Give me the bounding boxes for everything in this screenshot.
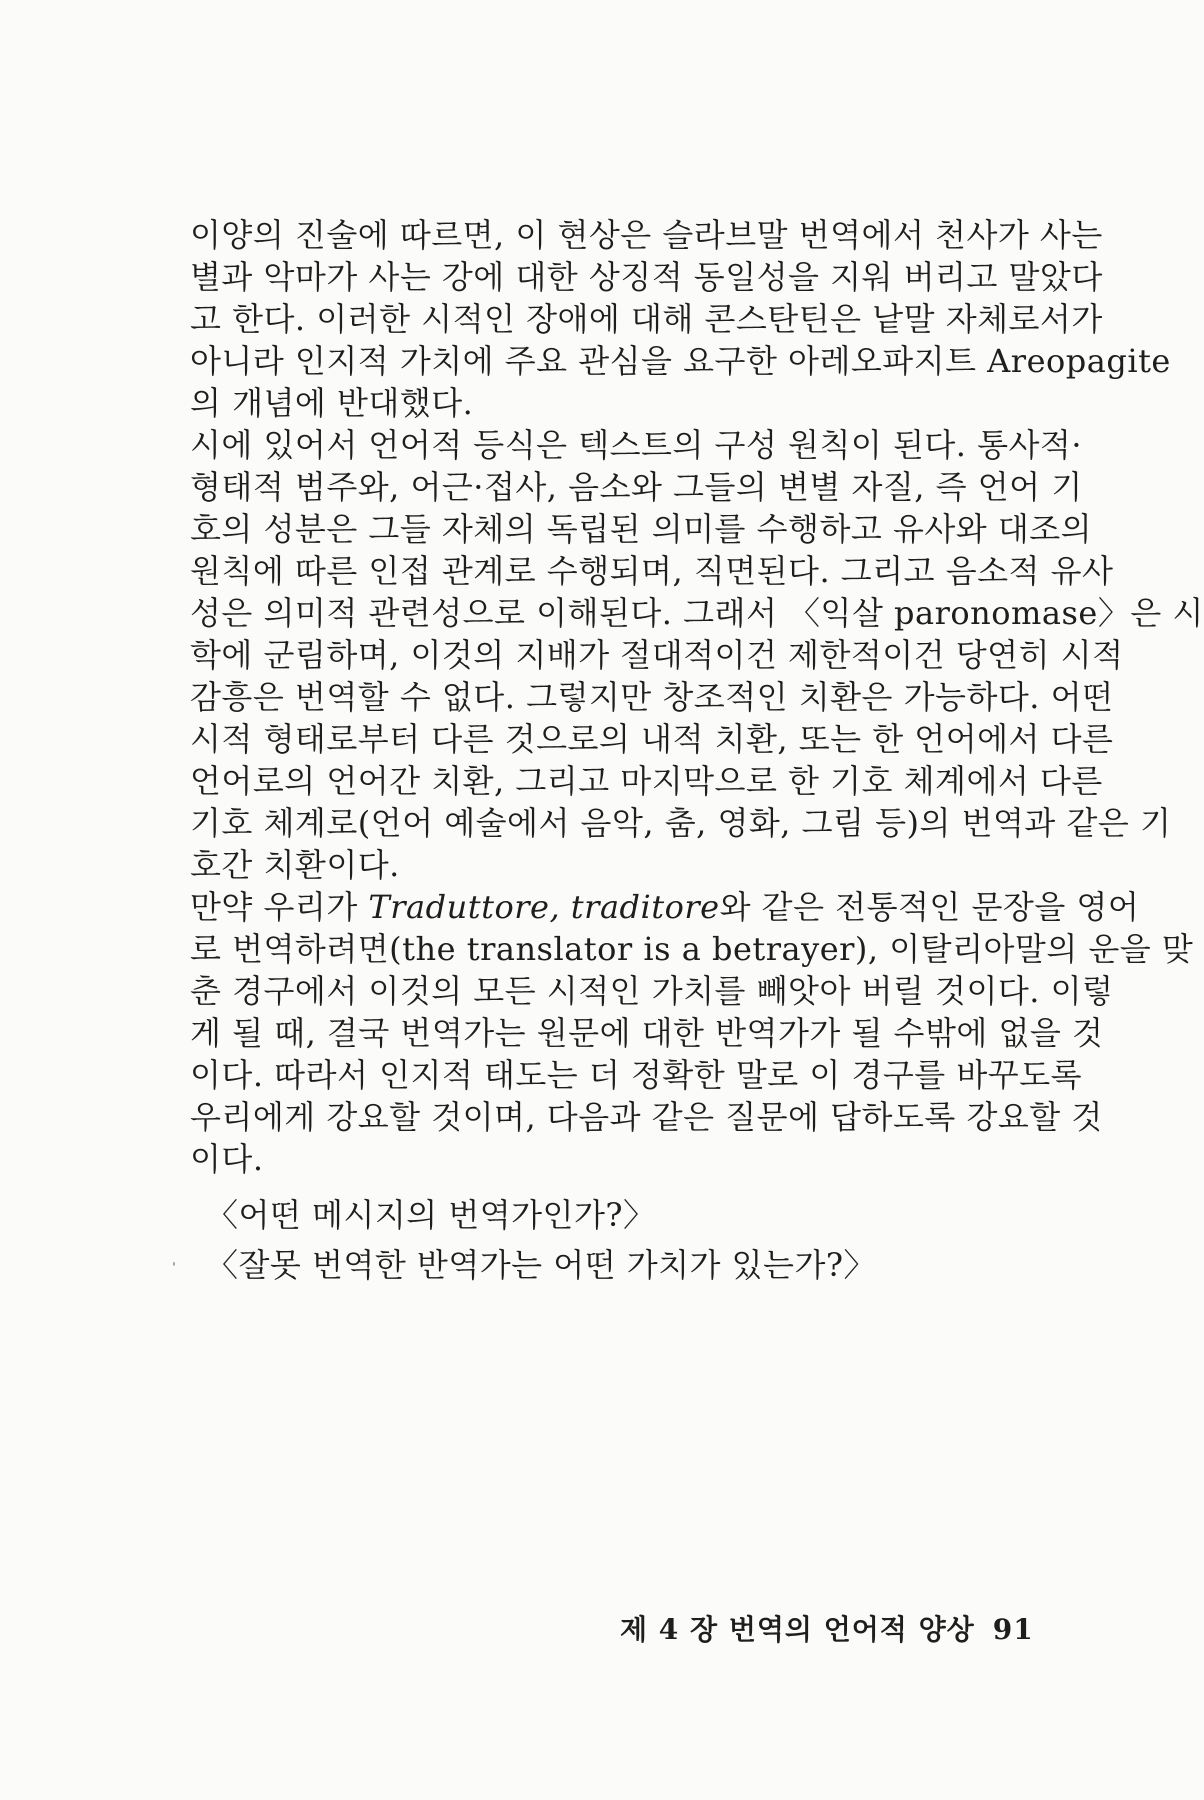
text-line-1: 이양의 진술에 따르면, 이 현상은 슬라브말 번역에서 천사가 사는 (190, 216, 1103, 254)
page-number: 91 (992, 1613, 1034, 1646)
question-1: 〈어떤 메시지의 번역가인가?〉 (206, 1196, 656, 1234)
text-line-9: 원칙에 따른 인접 관계로 수행되며, 직면된다. 그리고 음소적 유사 (190, 552, 1114, 590)
text-line-10: 성은 의미적 관련성으로 이해된다. 그래서 〈익살 paronomase〉은 시 (190, 594, 1204, 632)
text-line-12: 감흥은 번역할 수 없다. 그렇지만 창조적인 치환은 가능하다. 어떤 (190, 678, 1114, 716)
margin-mark: ˈ (172, 1261, 176, 1277)
text-line-21: 이다. 따라서 인지적 태도는 더 정확한 말로 이 경구를 바꾸도록 (190, 1056, 1083, 1094)
text-segment: 와 같은 전통적인 문장을 영어 (719, 888, 1140, 926)
text-line-7: 형태적 범주와, 어근·접사, 음소와 그들의 변별 자질, 즉 언어 기 (190, 468, 1083, 506)
chapter-title: 제 4 장 번역의 언어적 양상 (620, 1613, 975, 1646)
text-line-19: 춘 경구에서 이것의 모든 시적인 가치를 빼앗아 버릴 것이다. 이렇 (190, 972, 1114, 1010)
text-line-20: 게 될 때, 결국 번역가는 원문에 대한 반역가가 될 수밖에 없을 것 (190, 1014, 1104, 1052)
text-line-15: 기호 체계로(언어 예술에서 음악, 춤, 영화, 그림 등)의 번역과 같은 기 (190, 804, 1172, 842)
text-line-3: 고 한다. 이러한 시적인 장애에 대해 콘스탄틴은 낱말 자체로서가 (190, 300, 1103, 338)
text-segment: 만약 우리가 (190, 888, 369, 926)
text-line-4: 아니라 인지적 가치에 주요 관심을 요구한 아레오파지트 Areopagite (190, 342, 1171, 380)
text-line-14: 언어로의 언어간 치환, 그리고 마지막으로 한 기호 체계에서 다른 (190, 762, 1103, 800)
text-line-23: 이다. (190, 1140, 264, 1178)
text-line-18: 로 번역하려면(the translator is a betrayer), 이탈리아말의 운을 맞 (190, 930, 1194, 968)
text-line-11: 학에 군림하며, 이것의 지배가 절대적이건 제한적이건 당연히 시적 (190, 636, 1124, 674)
text-line-2: 별과 악마가 사는 강에 대한 상징적 동일성을 지워 버리고 말았다 (190, 258, 1103, 296)
question-2: 〈잘못 번역한 반역가는 어떤 가치가 있는가?〉 (206, 1246, 877, 1284)
text-line-5: 의 개념에 반대했다. (190, 384, 474, 422)
text-line-8: 호의 성분은 그들 자체의 독립된 의미를 수행하고 유사와 대조의 (190, 510, 1093, 548)
italic-phrase: Traduttore, traditore (368, 888, 720, 926)
running-footer (620, 1610, 1034, 1650)
text-line-6: 시에 있어서 언어적 등식은 텍스트의 구성 원칙이 된다. 통사적· (190, 426, 1083, 464)
text-line-17 (190, 887, 1140, 927)
text-line-13: 시적 형태로부터 다른 것으로의 내적 치환, 또는 한 언어에서 다른 (190, 720, 1114, 758)
text-line-16: 호간 치환이다. (190, 846, 400, 884)
text-line-22: 우리에게 강요할 것이며, 다음과 같은 질문에 답하도록 강요할 것 (190, 1098, 1103, 1136)
